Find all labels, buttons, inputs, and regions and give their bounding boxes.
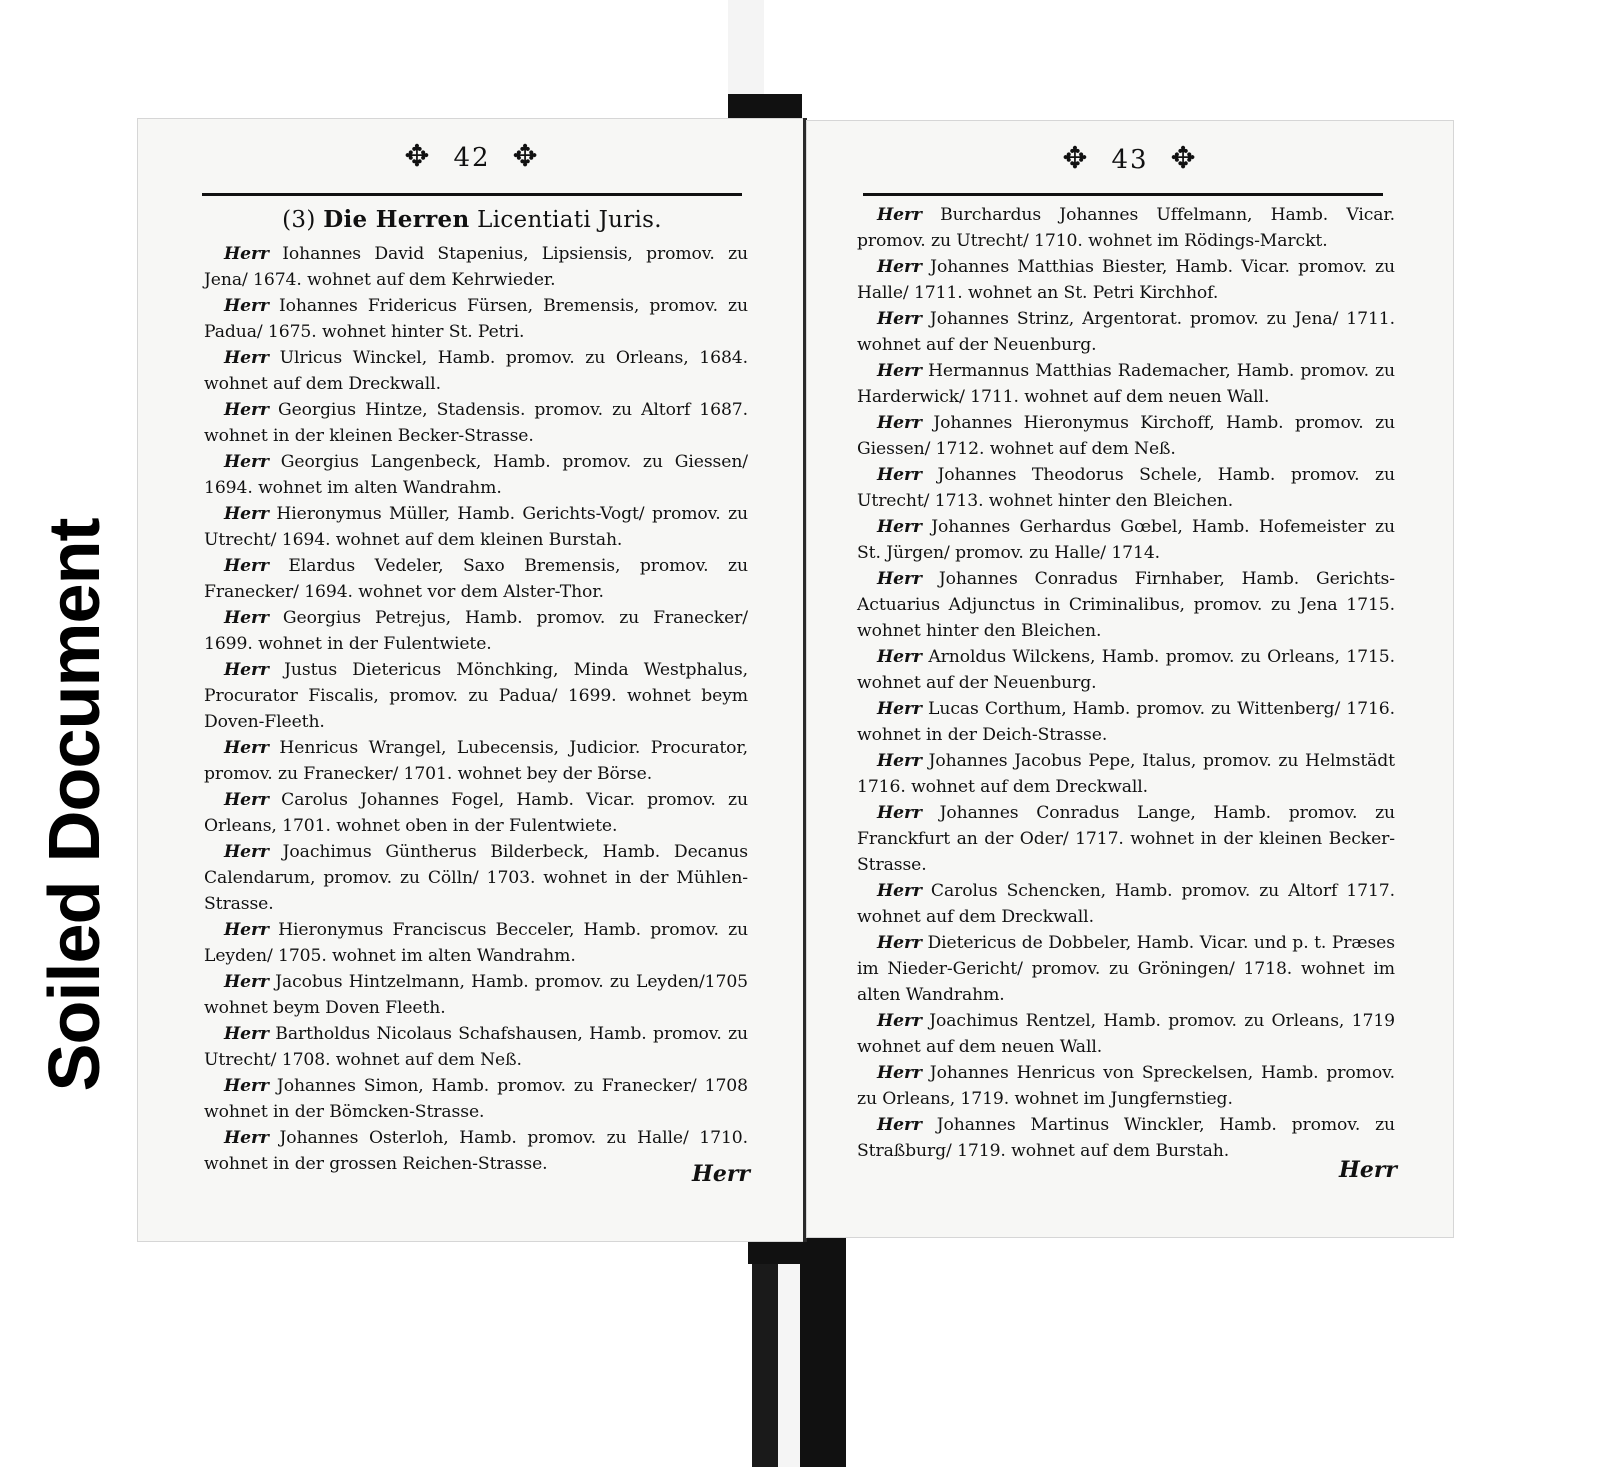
entry-lead: Herr bbox=[877, 569, 922, 589]
entry-lead: Herr bbox=[224, 920, 269, 940]
entry-lead: Herr bbox=[877, 803, 922, 823]
entry-text: Johannes Martinus Winckler, Hamb. promov. zu Straßburg/ 1719. wohnet auf dem Burstah. bbox=[857, 1115, 1395, 1161]
entry bbox=[204, 1073, 748, 1125]
entry-text: Hieronymus Franciscus Becceler, Hamb. promov. zu Leyden/ 1705. wohnet im alten Wandrahm. bbox=[204, 920, 748, 966]
spine-bottom-strip bbox=[800, 1264, 846, 1467]
entry-text: Johannes Matthias Biester, Hamb. Vicar. promov. zu Halle/ 1711. wohnet an St. Petri Kirchhof. bbox=[857, 257, 1395, 303]
entry bbox=[204, 787, 748, 839]
entry-text: Hieronymus Müller, Hamb. Gerichts-Vogt/ promov. zu Utrecht/ 1694. wohnet auf dem kleinen Burstah. bbox=[204, 504, 748, 550]
entry-lead: Herr bbox=[224, 1024, 269, 1044]
entry bbox=[857, 462, 1395, 514]
entry-lead: Herr bbox=[224, 608, 269, 628]
entry-lead: Herr bbox=[877, 205, 922, 225]
left-page bbox=[137, 118, 807, 1242]
entry-lead: Herr bbox=[224, 504, 269, 524]
stamp-label: Soiled Document bbox=[35, 518, 115, 1092]
entry-text: Dietericus de Dobbeler, Hamb. Vicar. und p. t. Præses im Nieder-Gericht/ promov. zu Gröningen/ 1718. wohnet im alten Wandrahm. bbox=[857, 933, 1395, 1005]
entry bbox=[857, 800, 1395, 878]
entry bbox=[204, 449, 748, 501]
section-number: (3) bbox=[282, 207, 316, 233]
entry-lead: Herr bbox=[877, 699, 922, 719]
entry bbox=[857, 306, 1395, 358]
entry-text: Johannes Gerhardus Gœbel, Hamb. Hofemeister zu St. Jürgen/ promov. zu Halle/ 1714. bbox=[857, 517, 1395, 563]
entry bbox=[204, 501, 748, 553]
entry-lead: Herr bbox=[224, 972, 269, 992]
entry-lead: Herr bbox=[877, 881, 922, 901]
entry-lead: Herr bbox=[224, 244, 269, 264]
entry-lead: Herr bbox=[877, 517, 922, 537]
entry-text: Georgius Petrejus, Hamb. promov. zu Franecker/ 1699. wohnet in der Fulentwiete. bbox=[204, 608, 748, 654]
entry-text: Johannes Jacobus Pepe, Italus, promov. zu Helmstädt 1716. wohnet auf dem Dreckwall. bbox=[857, 751, 1395, 797]
entry-text: Johannes Hieronymus Kirchoff, Hamb. promov. zu Giessen/ 1712. wohnet auf dem Neß. bbox=[857, 413, 1395, 459]
page-number: 43 bbox=[1111, 145, 1149, 175]
entry-lead: Herr bbox=[877, 751, 922, 771]
entry-lead: Herr bbox=[224, 738, 269, 758]
right-page bbox=[806, 120, 1454, 1238]
entry-text: Justus Dietericus Mönchking, Minda Westphalus, Procurator Fiscalis, promov. zu Padua/ 1699. wohnet beym Doven-Fleeth. bbox=[204, 660, 748, 732]
entry-lead: Herr bbox=[877, 257, 922, 277]
section-title-bold: Die Herren bbox=[323, 206, 470, 233]
entry-text: Johannes Conradus Firnhaber, Hamb. Gerichts-Actuarius Adjunctus in Criminalibus, promov. zu Jena 1715. wohnet hinter den Bleichen. bbox=[857, 569, 1395, 641]
entry-lead: Herr bbox=[224, 348, 269, 368]
entry-text: Johannes Henricus von Spreckelsen, Hamb. promov. zu Orleans, 1719. wohnet im Jungfernstieg. bbox=[857, 1063, 1395, 1109]
entry-text: Carolus Johannes Fogel, Hamb. Vicar. promov. zu Orleans, 1701. wohnet oben in der Fulentwiete. bbox=[204, 790, 748, 836]
entry bbox=[857, 1112, 1395, 1164]
entry-text: Johannes Strinz, Argentorat. promov. zu Jena/ 1711. wohnet auf der Neuenburg. bbox=[857, 309, 1395, 355]
section-title bbox=[138, 206, 806, 233]
entry bbox=[204, 1125, 748, 1177]
entry bbox=[204, 839, 748, 917]
page-header bbox=[807, 141, 1453, 189]
entry-lead: Herr bbox=[224, 452, 269, 472]
spine-top-paper bbox=[728, 0, 764, 94]
entry-lead: Herr bbox=[877, 361, 922, 381]
entry bbox=[857, 748, 1395, 800]
entry-text: Bartholdus Nicolaus Schafshausen, Hamb. promov. zu Utrecht/ 1708. wohnet auf dem Neß. bbox=[204, 1024, 748, 1070]
entry bbox=[204, 553, 748, 605]
entry bbox=[204, 293, 748, 345]
catchword: Herr bbox=[1339, 1157, 1397, 1183]
entry-text: Georgius Hintze, Stadensis. promov. zu Altorf 1687. wohnet in der kleinen Becker-Strasse. bbox=[204, 400, 748, 446]
entry-lead: Herr bbox=[877, 933, 922, 953]
entry-lead: Herr bbox=[877, 1011, 922, 1031]
entry-text: Hermannus Matthias Rademacher, Hamb. promov. zu Harderwick/ 1711. wohnet auf dem neuen Wall. bbox=[857, 361, 1395, 407]
entry bbox=[857, 358, 1395, 410]
entry bbox=[204, 735, 748, 787]
entry-text: Johannes Osterloh, Hamb. promov. zu Halle/ 1710. wohnet in der grossen Reichen-Strasse. bbox=[204, 1128, 748, 1174]
header-rule bbox=[863, 193, 1383, 196]
entry-text: Elardus Vedeler, Saxo Bremensis, promov. zu Franecker/ 1694. wohnet vor dem Alster-Thor. bbox=[204, 556, 748, 602]
ornament-icon: ✥ bbox=[1062, 141, 1090, 176]
entry bbox=[204, 345, 748, 397]
entry-text: Johannes Theodorus Schele, Hamb. promov. zu Utrecht/ 1713. wohnet hinter den Bleichen. bbox=[857, 465, 1395, 511]
entry-lead: Herr bbox=[224, 1076, 269, 1096]
entry-lead: Herr bbox=[224, 842, 269, 862]
entry bbox=[857, 696, 1395, 748]
entry bbox=[204, 1021, 748, 1073]
spine-bottom-strip bbox=[778, 1264, 800, 1467]
page-number: 42 bbox=[453, 143, 491, 173]
entry bbox=[857, 1008, 1395, 1060]
entry bbox=[204, 917, 748, 969]
entry-text: Burchardus Johannes Uffelmann, Hamb. Vicar. promov. zu Utrecht/ 1710. wohnet im Rödings-Marckt. bbox=[857, 205, 1395, 251]
entry-lead: Herr bbox=[877, 1115, 922, 1135]
entry-text: Joachimus Güntherus Bilderbeck, Hamb. Decanus Calendarum, promov. zu Cölln/ 1703. wohnet in der Mühlen-Strasse. bbox=[204, 842, 748, 914]
entry bbox=[857, 202, 1395, 254]
section-title-rest: Licentiati Juris. bbox=[477, 207, 662, 233]
entry-lead: Herr bbox=[877, 465, 922, 485]
entry bbox=[204, 605, 748, 657]
entry bbox=[204, 397, 748, 449]
ornament-icon: ✥ bbox=[404, 139, 432, 174]
entry-lead: Herr bbox=[224, 400, 269, 420]
catchword: Herr bbox=[692, 1161, 750, 1187]
entry-list bbox=[204, 241, 748, 1177]
entry bbox=[857, 1060, 1395, 1112]
entry-list bbox=[857, 202, 1395, 1164]
entry bbox=[857, 566, 1395, 644]
entry-lead: Herr bbox=[877, 413, 922, 433]
entry-text: Arnoldus Wilckens, Hamb. promov. zu Orleans, 1715. wohnet auf der Neuenburg. bbox=[857, 647, 1395, 693]
page-header bbox=[138, 139, 806, 187]
entry-lead: Herr bbox=[877, 647, 922, 667]
entry bbox=[857, 410, 1395, 462]
soiled-document-stamp bbox=[30, 520, 120, 1090]
ornament-icon: ✥ bbox=[1170, 141, 1198, 176]
entry bbox=[857, 514, 1395, 566]
entry bbox=[204, 657, 748, 735]
entry-text: Henricus Wrangel, Lubecensis, Judicior. Procurator, promov. zu Franecker/ 1701. wohnet bey der Börse. bbox=[204, 738, 748, 784]
entry bbox=[204, 241, 748, 293]
entry-lead: Herr bbox=[877, 1063, 922, 1083]
entry-text: Joachimus Rentzel, Hamb. promov. zu Orleans, 1719 wohnet auf dem neuen Wall. bbox=[857, 1011, 1395, 1057]
entry-lead: Herr bbox=[224, 660, 269, 680]
entry bbox=[857, 254, 1395, 306]
entry-lead: Herr bbox=[224, 296, 269, 316]
entry bbox=[857, 644, 1395, 696]
header-rule bbox=[202, 193, 742, 196]
ornament-icon: ✥ bbox=[512, 139, 540, 174]
entry-text: Ulricus Winckel, Hamb. promov. zu Orleans, 1684. wohnet auf dem Dreckwall. bbox=[204, 348, 748, 394]
entry-lead: Herr bbox=[877, 309, 922, 329]
entry bbox=[857, 930, 1395, 1008]
entry bbox=[204, 969, 748, 1021]
entry-text: Georgius Langenbeck, Hamb. promov. zu Giessen/ 1694. wohnet im alten Wandrahm. bbox=[204, 452, 748, 498]
spine-bottom-strip bbox=[752, 1264, 778, 1467]
entry-text: Iohannes Fridericus Fürsen, Bremensis, promov. zu Padua/ 1675. wohnet hinter St. Petri. bbox=[204, 296, 748, 342]
entry-text: Johannes Simon, Hamb. promov. zu Franecker/ 1708 wohnet in der Bömcken-Strasse. bbox=[204, 1076, 748, 1122]
entry-text: Iohannes David Stapenius, Lipsiensis, promov. zu Jena/ 1674. wohnet auf dem Kehrwieder. bbox=[204, 244, 748, 290]
entry-lead: Herr bbox=[224, 556, 269, 576]
entry-text: Lucas Corthum, Hamb. promov. zu Wittenberg/ 1716. wohnet in der Deich-Strasse. bbox=[857, 699, 1395, 745]
entry-text: Johannes Conradus Lange, Hamb. promov. zu Franckfurt an der Oder/ 1717. wohnet in der kleinen Becker-Strasse. bbox=[857, 803, 1395, 875]
entry-text: Carolus Schencken, Hamb. promov. zu Altorf 1717. wohnet auf dem Dreckwall. bbox=[857, 881, 1395, 927]
entry-text: Jacobus Hintzelmann, Hamb. promov. zu Leyden/1705 wohnet beym Doven Fleeth. bbox=[204, 972, 748, 1018]
entry-lead: Herr bbox=[224, 790, 269, 810]
entry-lead: Herr bbox=[224, 1128, 269, 1148]
entry bbox=[857, 878, 1395, 930]
